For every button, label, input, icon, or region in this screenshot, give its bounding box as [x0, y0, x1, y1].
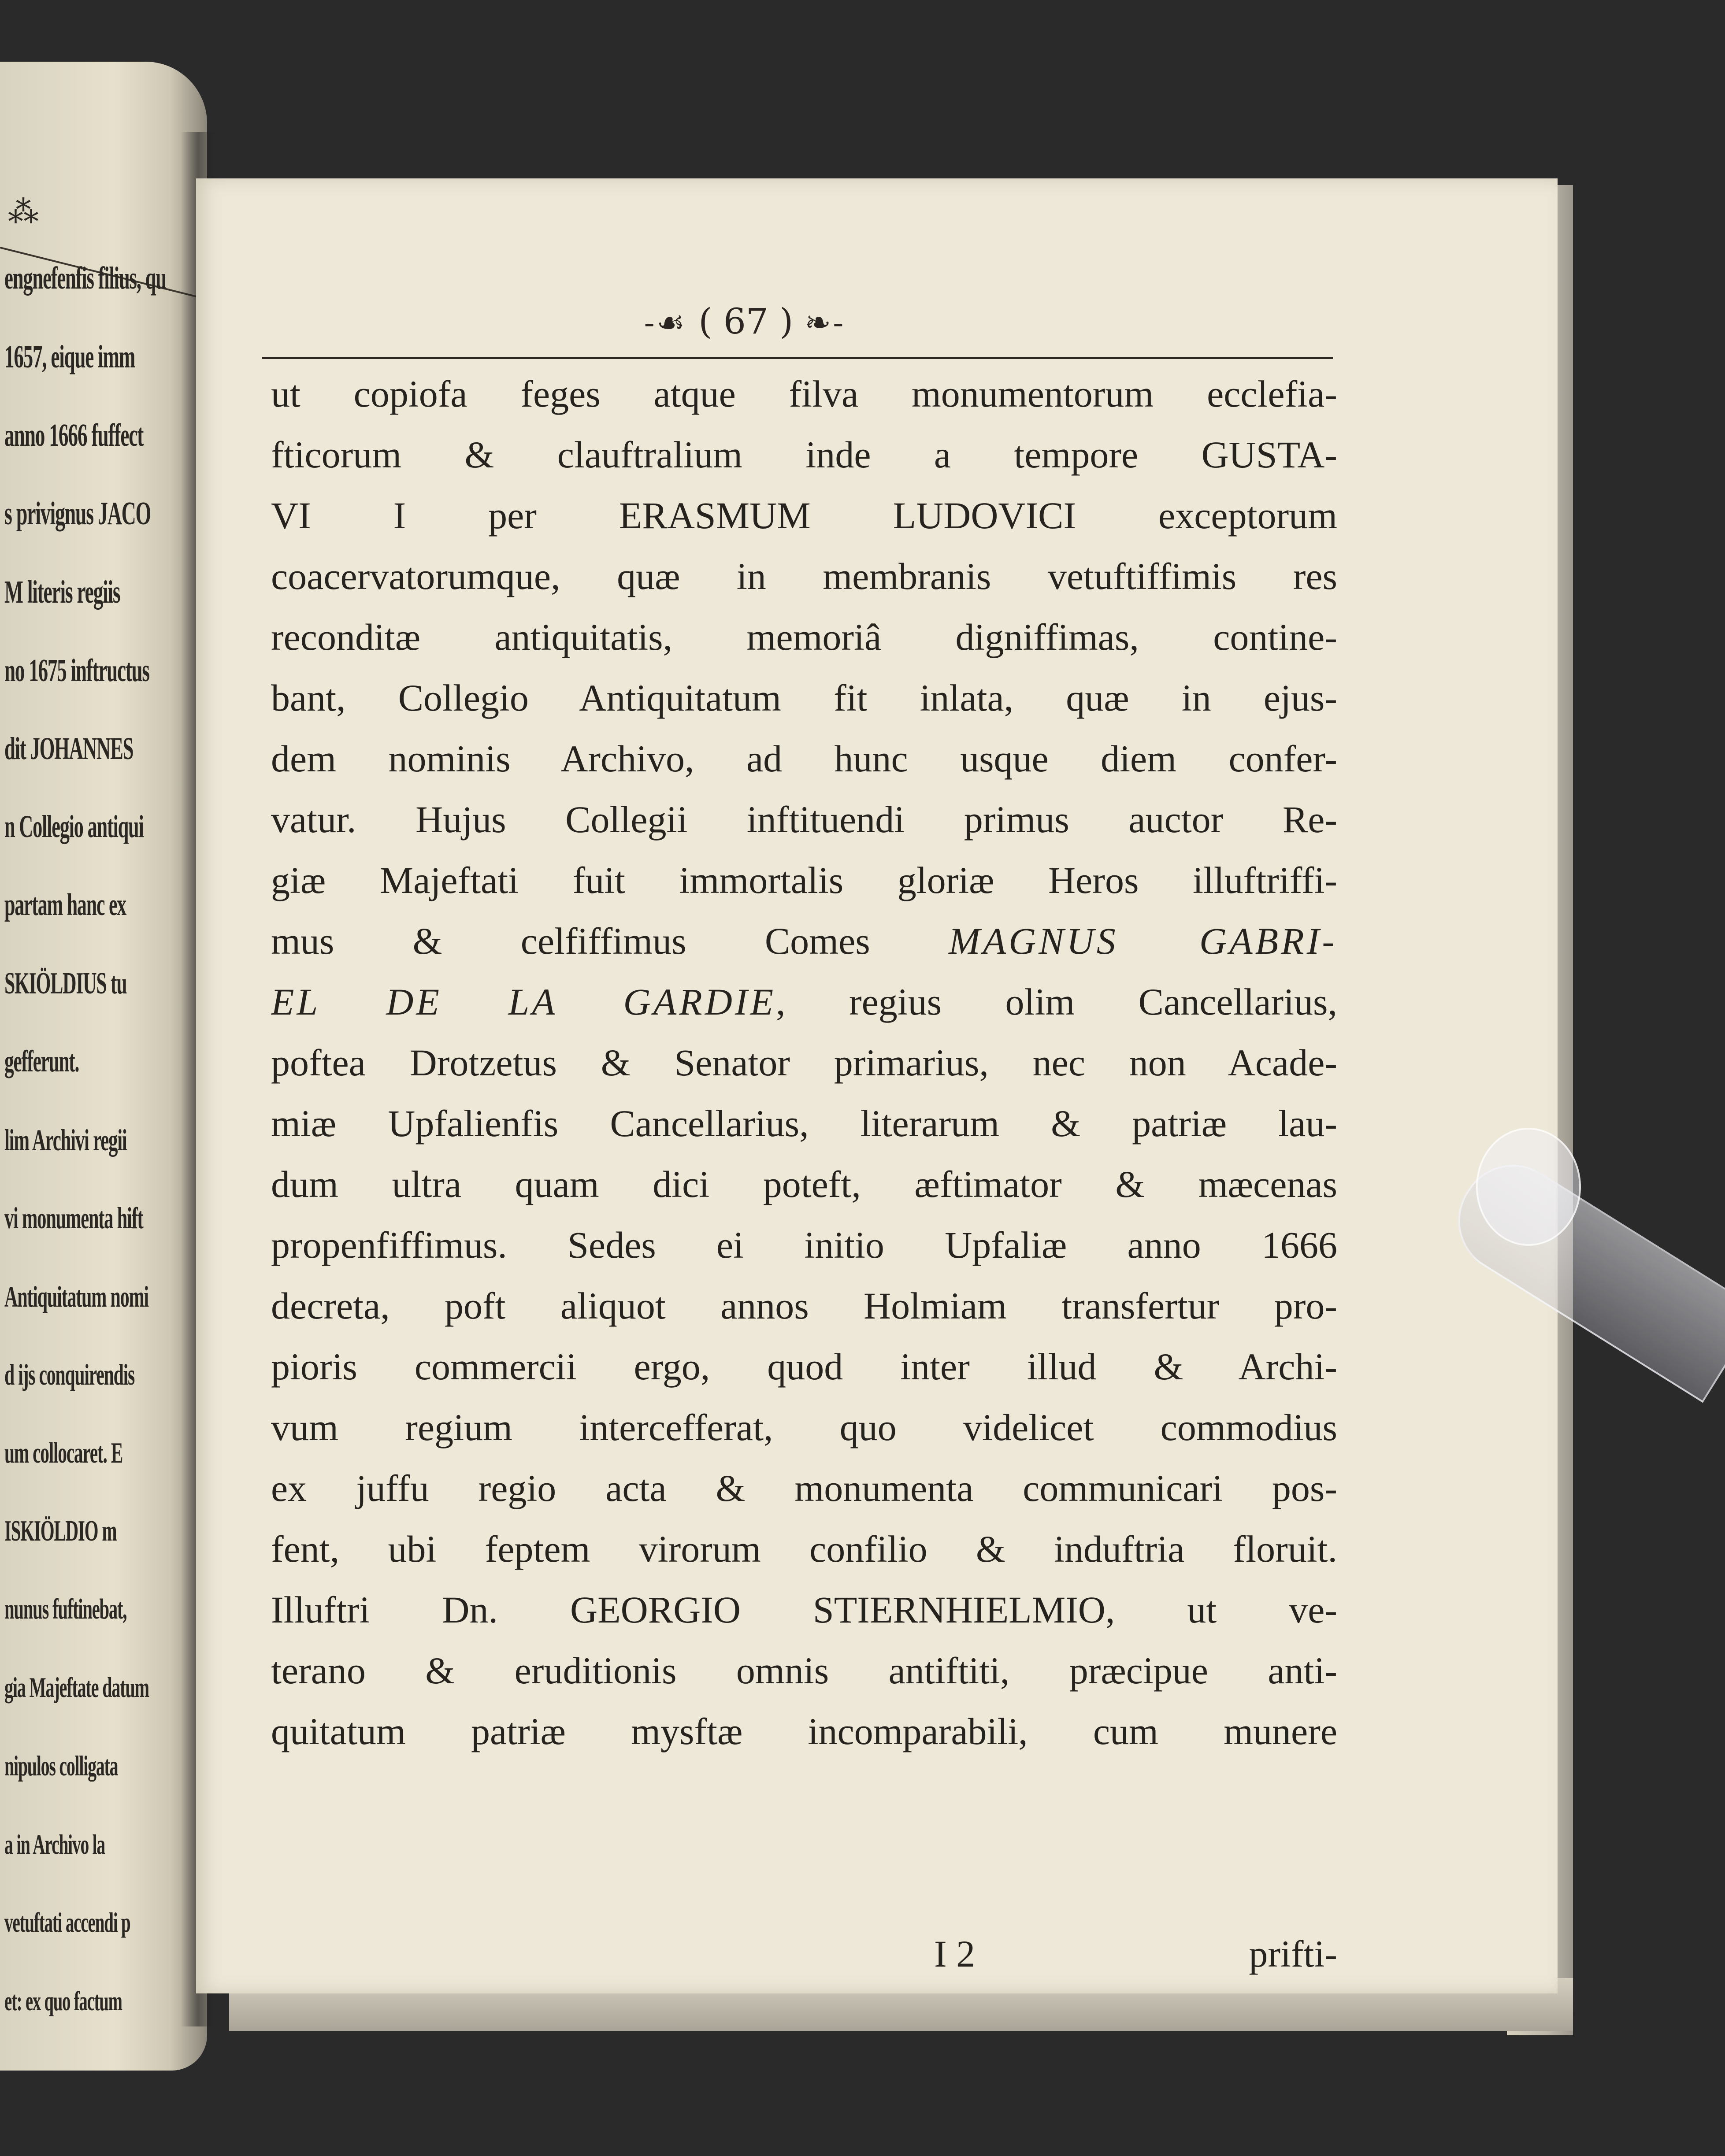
- text-line: ut copiofa feges atque filva monumentorum ecclefia-: [271, 373, 1337, 415]
- left-text-line: dit JOHANNES: [4, 731, 134, 766]
- left-text-line: lim Archivi regii: [4, 1123, 127, 1157]
- text-line: fent, ubi feptem virorum confilio & induftria floruit.: [271, 1528, 1337, 1570]
- text-line: vum regium intercefferat, quo videlicet commodius: [271, 1406, 1337, 1448]
- text-line: VI I per ERASMUM LUDOVICI exceptorum: [271, 494, 1337, 537]
- text-line: propenfiffimus. Sedes ei initio Upfaliæ anno 1666: [271, 1224, 1337, 1266]
- left-text-line: 1657, eique imm: [4, 339, 135, 374]
- header-rule: [262, 357, 1333, 359]
- signature-mark: I 2: [934, 1933, 976, 1975]
- text-line: miæ Upfalienfis Cancellarius, literarum & patriæ lau-: [271, 1102, 1337, 1145]
- running-header: [64, 301, 1425, 342]
- right-page: [196, 178, 1558, 1993]
- left-text-line: M literis regiis: [4, 574, 120, 610]
- italic-name: MAGNUS GABRI-: [948, 920, 1337, 962]
- left-text-line: n Collegio antiqui: [4, 809, 144, 844]
- left-text-line: gefferunt.: [4, 1045, 79, 1078]
- left-text-line: anno 1666 fuffect: [4, 417, 144, 453]
- body-text: [271, 363, 1337, 1762]
- left-page-header: ⁂: [8, 194, 39, 230]
- text-line: fticorum & clauftralium inde a tempore GUSTA-: [271, 433, 1337, 476]
- catchword: prifti-: [1249, 1933, 1337, 1975]
- left-text-line: nipulos colligata: [4, 1750, 118, 1782]
- page-footer: [271, 1932, 1337, 1993]
- text-line: pioris commercii ergo, quod inter illud & Archi-: [271, 1345, 1337, 1388]
- text-line: terano & eruditionis omnis antiftiti, præcipue anti-: [271, 1649, 1337, 1692]
- left-text-line: et: ex quo factum: [4, 1986, 122, 2016]
- text-line: bant, Collegio Antiquitatum fit inlata, quæ in ejus-: [271, 677, 1337, 719]
- left-text-line: s privignus JACO: [4, 496, 151, 532]
- italic-name: EL DE LA GARDIE: [271, 981, 776, 1023]
- text-line: reconditæ antiquitatis, memoriâ digniffimas, contine-: [271, 616, 1337, 658]
- left-page: [0, 62, 207, 2071]
- text-line: Illuftri Dn. GEORGIO STIERNHIELMIO, ut ve-: [271, 1589, 1337, 1631]
- header-ornament-right-icon: ❧-: [804, 304, 846, 341]
- left-text-line: no 1675 inftructus: [4, 652, 149, 688]
- text-line: quitatum patriæ mysftæ incomparabili, cum munere: [271, 1710, 1337, 1752]
- left-text-line: a in Archivo la: [4, 1829, 105, 1860]
- left-text-line: partam hanc ex: [4, 888, 126, 922]
- page-number: ( 67 ): [698, 301, 794, 342]
- left-text-line: d ijs conquirendis: [4, 1358, 135, 1391]
- text-line: EL DE LA GARDIE, regius olim Cancellarius,: [271, 981, 1337, 1023]
- text-line: dem nominis Archivo, ad hunc usque diem confer-: [271, 737, 1337, 780]
- left-text-line: engnefenfis filius, qu: [4, 260, 166, 296]
- left-text-line: SKIÖLDIUS tu: [4, 966, 127, 1000]
- left-text-line: vi monumenta hift: [4, 1201, 143, 1235]
- text-line: mus & celfiffimus Comes MAGNUS GABRI-: [271, 920, 1337, 962]
- text-line: dum ultra quam dici poteft, æftimator & mæcenas: [271, 1163, 1337, 1205]
- left-text-line: gia Majeftate datum: [4, 1672, 149, 1704]
- left-text-line: ISKIÖLDIO m: [4, 1515, 117, 1547]
- text-line: decreta, poft aliquot annos Holmiam transfertur pro-: [271, 1285, 1337, 1327]
- left-text-line: nunus fuftinebat,: [4, 1593, 127, 1625]
- text-line: giæ Majeftati fuit immortalis gloriæ Heros illuftriffi-: [271, 859, 1337, 901]
- text-line: poftea Drotzetus & Senator primarius, nec non Acade-: [271, 1041, 1337, 1084]
- text-line: ex juffu regio acta & monumenta communicari pos-: [271, 1467, 1337, 1509]
- page-clamp-tip: [1476, 1128, 1581, 1246]
- left-text-line: um collocaret. E: [4, 1437, 123, 1469]
- left-text-line: vetuftati accendi p: [4, 1907, 130, 1938]
- text-line: vatur. Hujus Collegii inftituendi primus auctor Re-: [271, 798, 1337, 841]
- text-line: coacervatorumque, quæ in membranis vetuftiffimis res: [271, 555, 1337, 597]
- header-ornament-left-icon: -☙: [644, 304, 699, 341]
- left-text-line: Antiquitatum nomi: [4, 1280, 148, 1313]
